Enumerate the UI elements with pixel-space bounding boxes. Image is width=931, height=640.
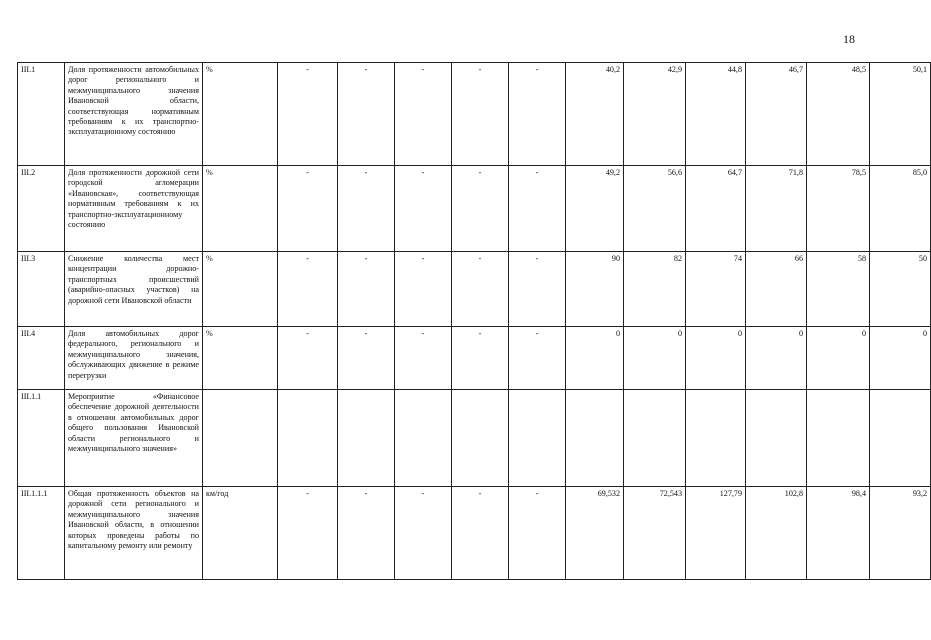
value-cell: - (452, 487, 509, 580)
value-cell: 56,6 (624, 166, 686, 252)
value-cell (395, 390, 452, 487)
value-cell: - (278, 327, 338, 390)
value-cell: 50,1 (870, 63, 931, 166)
value-cell (807, 390, 870, 487)
value-cell: - (452, 327, 509, 390)
value-cell: 46,7 (746, 63, 807, 166)
value-cell (686, 390, 746, 487)
value-cell (278, 390, 338, 487)
value-cell: 85,0 (870, 166, 931, 252)
row-code: III.1.1 (18, 390, 65, 487)
value-cell: - (509, 166, 566, 252)
value-cell: 71,8 (746, 166, 807, 252)
row-name: Общая протяженность объектов на дорожной сети регионального и межмуниципального значения Ивановской области, в отношении которых проведены работы по капитальному ремонту или ремонту (65, 487, 203, 580)
value-cell: - (509, 327, 566, 390)
value-cell: 44,8 (686, 63, 746, 166)
value-cell: 48,5 (807, 63, 870, 166)
value-cell: - (338, 63, 395, 166)
value-cell: 93,2 (870, 487, 931, 580)
value-cell: 82 (624, 252, 686, 327)
value-cell: 98,4 (807, 487, 870, 580)
value-cell: - (278, 252, 338, 327)
value-cell (870, 390, 931, 487)
table-row (18, 327, 931, 390)
value-cell: 69,532 (566, 487, 624, 580)
value-cell (509, 390, 566, 487)
value-cell: - (395, 63, 452, 166)
row-code: III.2 (18, 166, 65, 252)
value-cell: - (338, 166, 395, 252)
value-cell: 0 (870, 327, 931, 390)
value-cell: - (395, 252, 452, 327)
value-cell: 49,2 (566, 166, 624, 252)
row-unit: % (203, 63, 278, 166)
table-row (18, 252, 931, 327)
value-cell: - (509, 487, 566, 580)
row-unit: % (203, 327, 278, 390)
value-cell (452, 390, 509, 487)
value-cell: 58 (807, 252, 870, 327)
row-name: Доля протяженности дорожной сети городской агломерации «Ивановская», соответствующая нормативным требованиям к их транспортно-эксплуатационному состоянию (65, 166, 203, 252)
value-cell: 42,9 (624, 63, 686, 166)
value-cell: 127,79 (686, 487, 746, 580)
row-code: III.1 (18, 63, 65, 166)
value-cell (566, 390, 624, 487)
row-code: III.1.1.1 (18, 487, 65, 580)
value-cell: - (452, 63, 509, 166)
row-code: III.4 (18, 327, 65, 390)
value-cell: 0 (686, 327, 746, 390)
row-unit (203, 390, 278, 487)
value-cell: 0 (624, 327, 686, 390)
value-cell: - (338, 487, 395, 580)
row-name: Доля автомобильных дорог федерального, регионального и межмуниципального значения, обслуживающих движение в режиме перегрузки (65, 327, 203, 390)
value-cell: 0 (566, 327, 624, 390)
value-cell: 66 (746, 252, 807, 327)
row-unit: % (203, 166, 278, 252)
value-cell: 50 (870, 252, 931, 327)
indicators-table (17, 62, 931, 580)
page-number: 18 (843, 32, 855, 46)
row-name: Снижение количества мест концентрации дорожно-транспортных происшествий (аварийно-опасных участков) на дорожной сети Ивановской области (65, 252, 203, 327)
value-cell: - (452, 166, 509, 252)
value-cell: 40,2 (566, 63, 624, 166)
table-row (18, 390, 931, 487)
row-name: Мероприятие «Финансовое обеспечение дорожной деятельности в отношении автомобильных дорог общего пользования Ивановской области регионального и межмуниципального значения» (65, 390, 203, 487)
value-cell: 90 (566, 252, 624, 327)
value-cell: - (509, 252, 566, 327)
table-row (18, 166, 931, 252)
value-cell: - (338, 327, 395, 390)
value-cell: - (395, 166, 452, 252)
table-row (18, 487, 931, 580)
row-unit: км/год (203, 487, 278, 580)
row-code: III.3 (18, 252, 65, 327)
value-cell: - (509, 63, 566, 166)
value-cell: 0 (746, 327, 807, 390)
value-cell (624, 390, 686, 487)
value-cell: - (278, 63, 338, 166)
row-name: Доля протяженности автомобильных дорог регионального и межмуниципального значения Ивановской области, соответствующая нормативным требованиям к их транспортно-эксплуатационному состоянию (65, 63, 203, 166)
value-cell: 78,5 (807, 166, 870, 252)
value-cell: 102,8 (746, 487, 807, 580)
value-cell: - (338, 252, 395, 327)
value-cell (338, 390, 395, 487)
value-cell: 72,543 (624, 487, 686, 580)
table-row (18, 63, 931, 166)
value-cell: 64,7 (686, 166, 746, 252)
value-cell: - (278, 166, 338, 252)
value-cell (746, 390, 807, 487)
value-cell: - (452, 252, 509, 327)
value-cell: - (278, 487, 338, 580)
value-cell: - (395, 327, 452, 390)
row-unit: % (203, 252, 278, 327)
value-cell: - (395, 487, 452, 580)
value-cell: 0 (807, 327, 870, 390)
value-cell: 74 (686, 252, 746, 327)
